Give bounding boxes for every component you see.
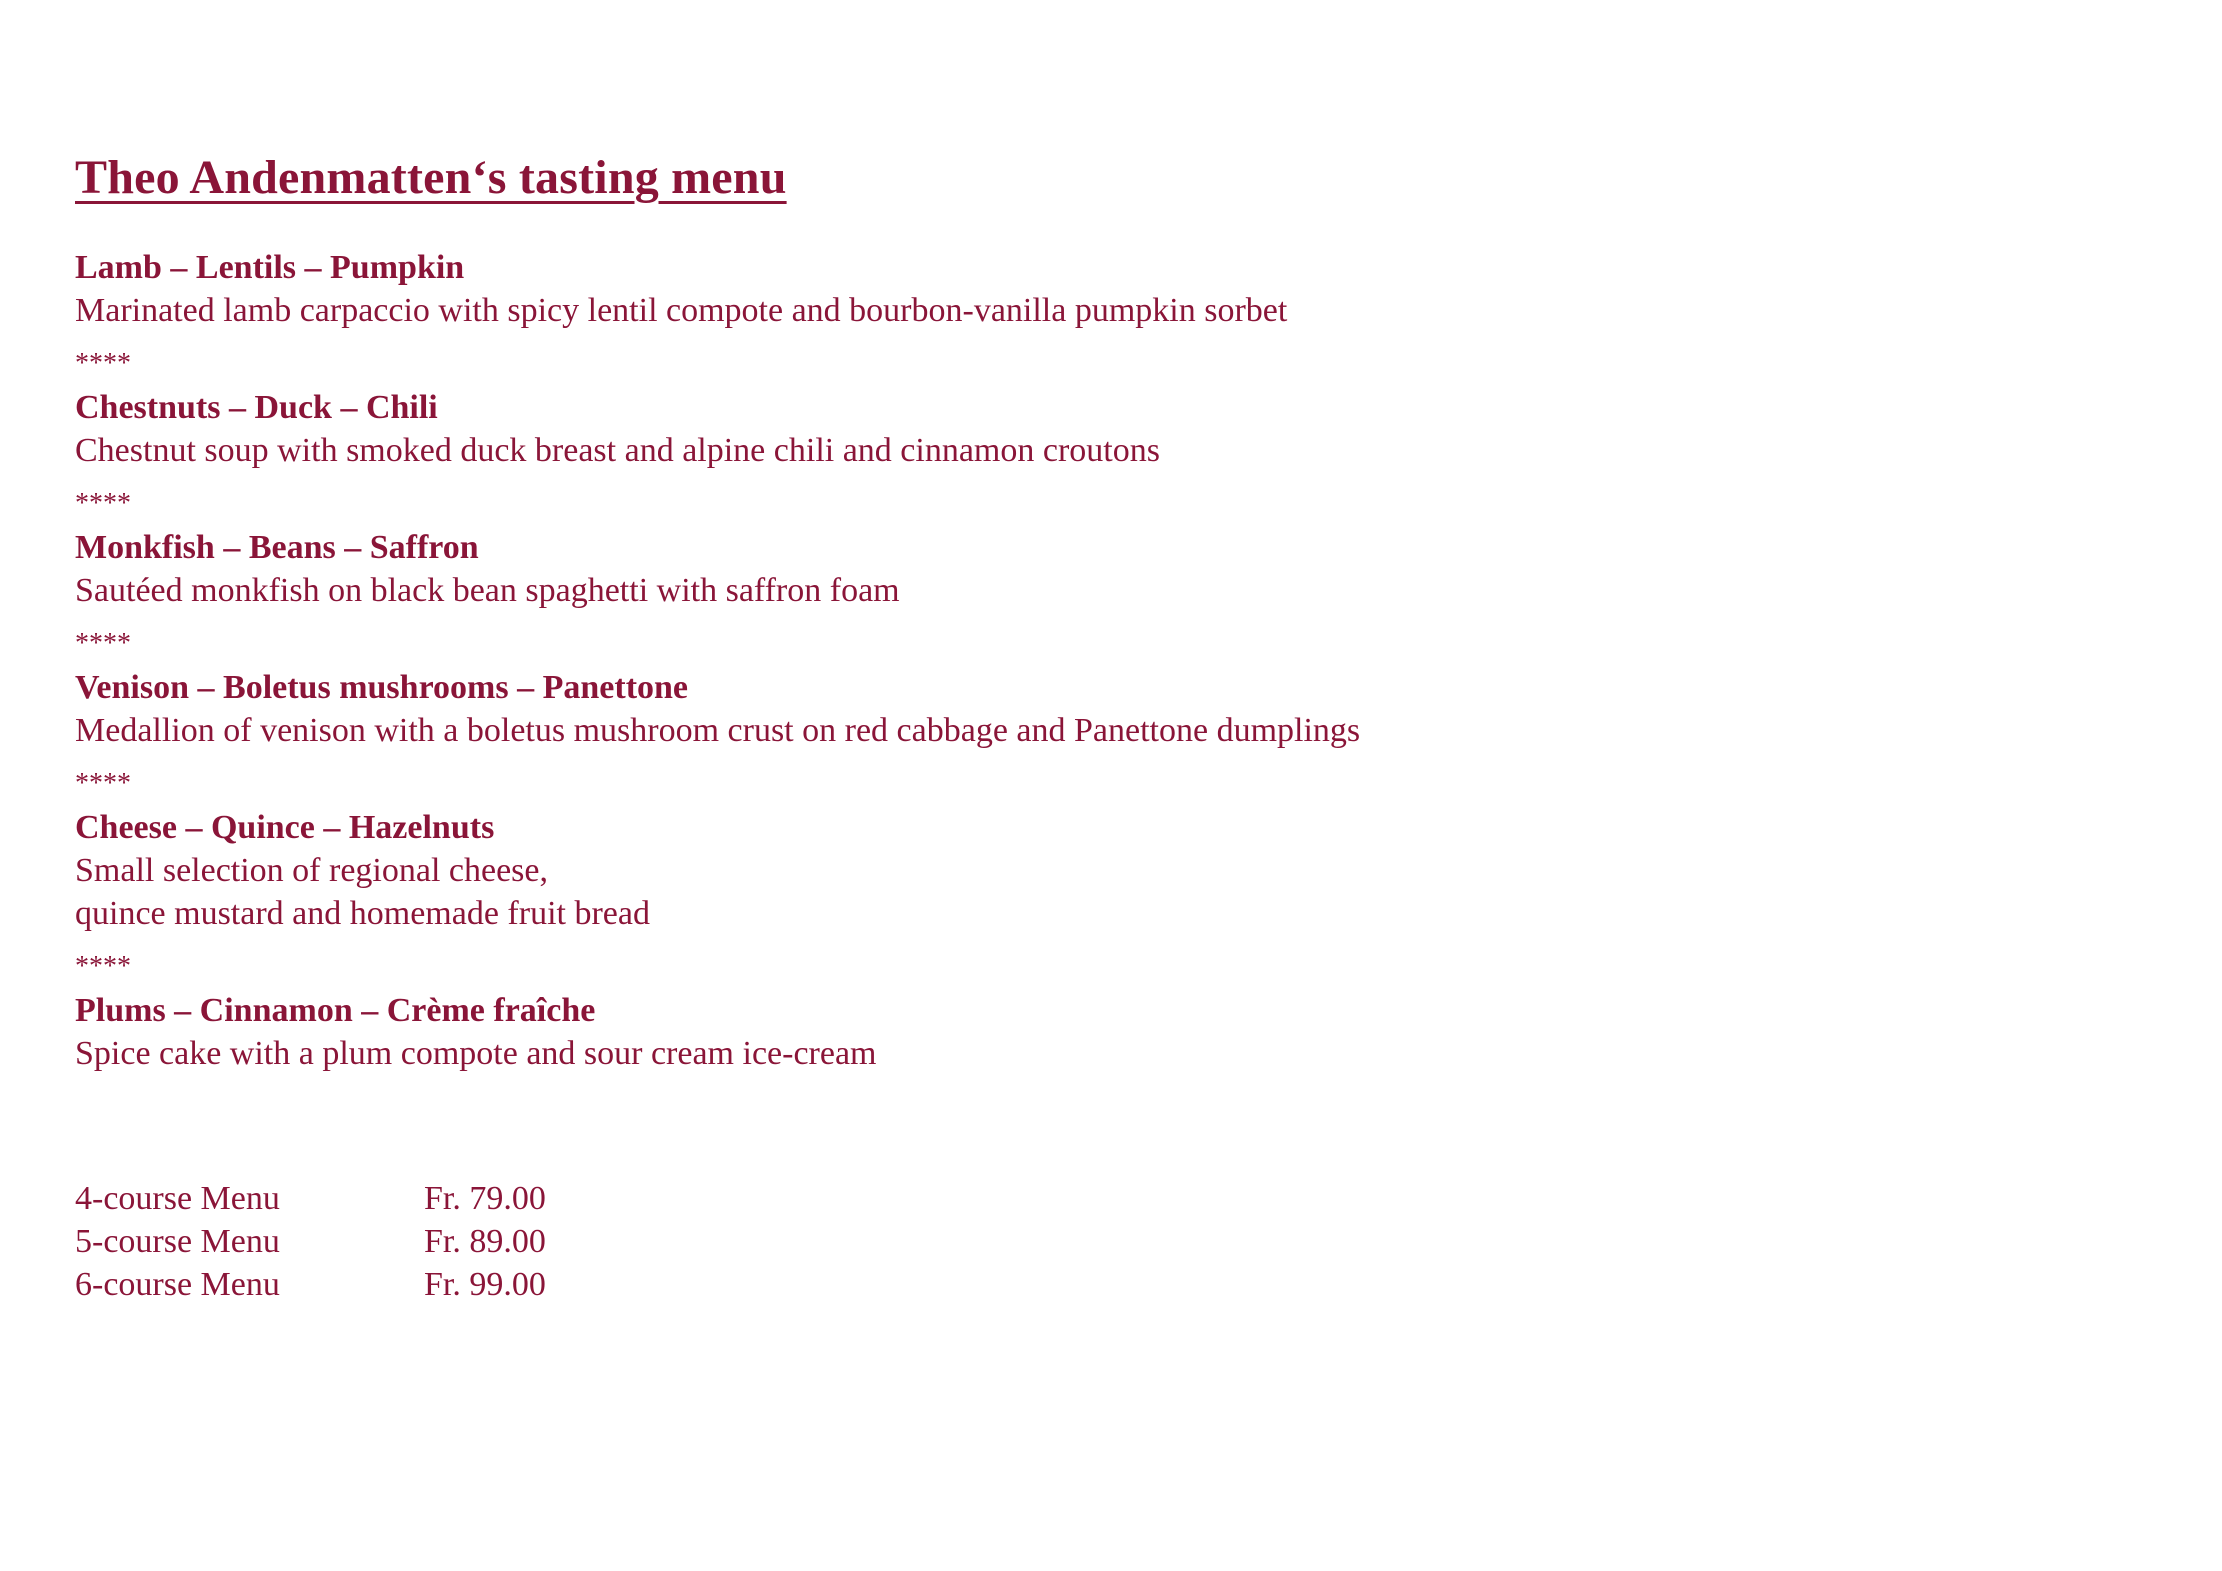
course-separator: **** (75, 488, 131, 519)
course-separator: **** (75, 951, 131, 982)
course-item (75, 386, 2135, 472)
course-separator: **** (75, 348, 131, 379)
price-value: Fr. 99.00 (424, 1266, 546, 1303)
price-list (75, 1177, 2135, 1306)
course-description: Medallion of venison with a boletus mushroom crust on red cabbage and Panettone dumplings (75, 712, 1361, 749)
price-row (75, 1220, 2135, 1263)
course-name: Plums – Cinnamon – Crème fraîche (75, 992, 596, 1029)
price-label: 6-course Menu (75, 1266, 280, 1303)
course-description: Chestnut soup with smoked duck breast and alpine chili and cinnamon croutons (75, 432, 1160, 469)
price-value: Fr. 79.00 (424, 1180, 546, 1217)
menu-page (75, 148, 2135, 1306)
course-name: Chestnuts – Duck – Chili (75, 389, 438, 426)
course-name: Lamb – Lentils – Pumpkin (75, 249, 465, 286)
course-name: Monkfish – Beans – Saffron (75, 529, 479, 566)
course-description: Spice cake with a plum compote and sour cream ice-cream (75, 1035, 877, 1072)
course-item (75, 806, 2135, 935)
course-item (75, 526, 2135, 612)
course-description: Marinated lamb carpaccio with spicy lentil compote and bourbon-vanilla pumpkin sorbet (75, 292, 1288, 329)
price-row (75, 1263, 2135, 1306)
course-name: Venison – Boletus mushrooms – Panettone (75, 669, 689, 706)
menu-title: Theo Andenmatten‘s tasting menu (75, 151, 787, 204)
course-separator: **** (75, 628, 131, 659)
course-item (75, 246, 2135, 332)
price-label: 4-course Menu (75, 1180, 280, 1217)
course-separator: **** (75, 768, 131, 799)
price-label: 5-course Menu (75, 1223, 280, 1260)
course-list (75, 246, 2135, 1075)
course-item (75, 666, 2135, 752)
course-description: Sautéed monkfish on black bean spaghetti with saffron foam (75, 572, 900, 609)
course-description: quince mustard and homemade fruit bread (75, 895, 650, 932)
price-value: Fr. 89.00 (424, 1223, 546, 1260)
course-description: Small selection of regional cheese, (75, 852, 548, 889)
course-name: Cheese – Quince – Hazelnuts (75, 809, 495, 846)
course-item (75, 989, 2135, 1075)
price-row (75, 1177, 2135, 1220)
